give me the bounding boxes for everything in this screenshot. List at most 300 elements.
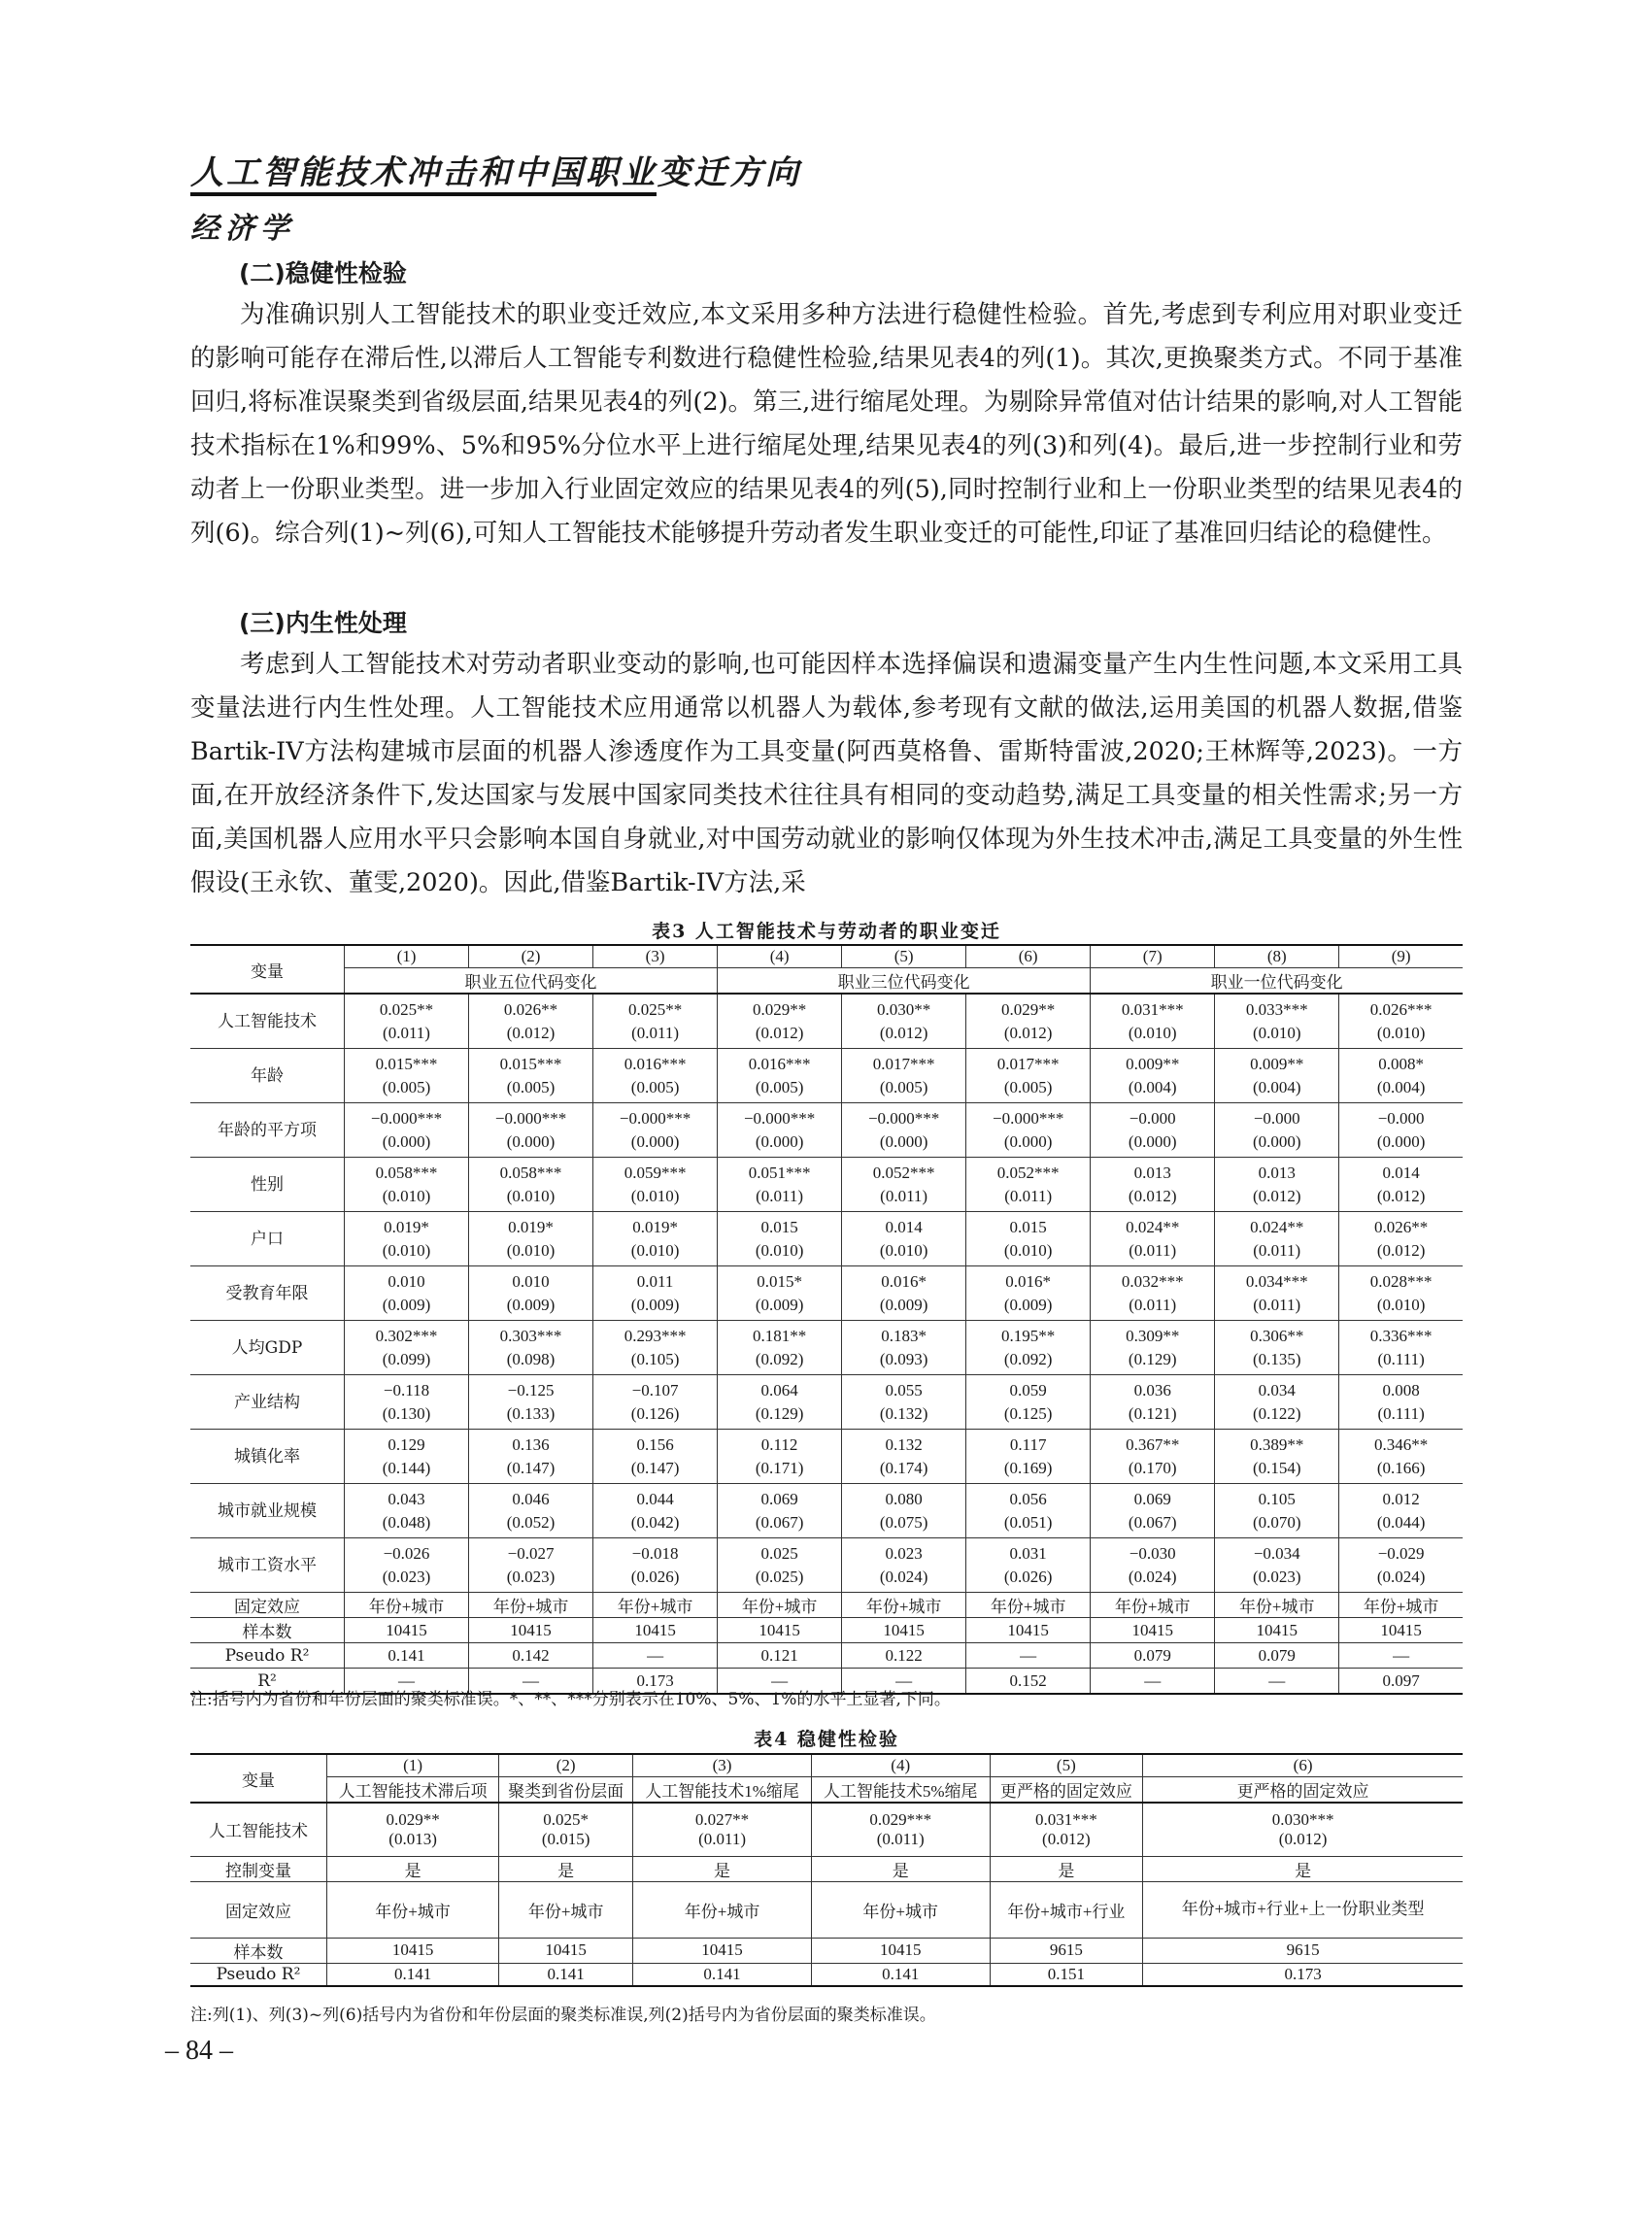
cell-coef: 0.008* <box>1378 1054 1424 1073</box>
table3-row-label: 性别 <box>190 1158 345 1212</box>
table4-cell: 9615 <box>1143 1938 1463 1963</box>
table3-cell <box>1339 1375 1463 1430</box>
cell-se: (0.125) <box>1003 1403 1053 1423</box>
cell-coef: 0.012 <box>1382 1489 1420 1508</box>
table3-cell <box>966 1049 1091 1103</box>
cell-se: (0.005) <box>506 1077 556 1096</box>
cell-se: (0.005) <box>879 1077 928 1096</box>
table3-cell <box>1339 1484 1463 1538</box>
table4-cell: 0.173 <box>1143 1963 1463 1986</box>
table3-cell <box>1339 1266 1463 1321</box>
table3-cell <box>718 994 842 1049</box>
cell-coef: 0.032*** <box>1121 1271 1184 1291</box>
cell-coef: 0.023 <box>885 1543 923 1563</box>
cell-se: (0.000) <box>1376 1131 1426 1151</box>
cell-se: (0.026) <box>1003 1567 1053 1586</box>
cell-se: (0.010) <box>506 1240 556 1260</box>
table3-cell <box>593 1538 718 1593</box>
table3-stat-cell: 10415 <box>842 1618 966 1643</box>
cell-coef: 0.029** <box>386 1809 440 1829</box>
table4-cell <box>1143 1803 1463 1856</box>
table3-header-row <box>190 945 1463 968</box>
table3-cell <box>345 1538 469 1593</box>
table3-stat-cell: 10415 <box>1091 1618 1215 1643</box>
table3-stat-cell: — <box>1091 1669 1215 1695</box>
table3-group-row <box>190 968 1463 995</box>
table3-cell <box>718 1484 842 1538</box>
table3-stat-cell: 0.152 <box>966 1669 1091 1695</box>
table3-row-label: 人均GDP <box>190 1321 345 1375</box>
table3-stat-cell: 年份+城市 <box>1339 1593 1463 1618</box>
table3-cell <box>966 1321 1091 1375</box>
cell-se: (0.000) <box>630 1131 680 1151</box>
table4-col-title: 人工智能技术1%缩尾 <box>633 1777 812 1804</box>
cell-coef: 0.309** <box>1126 1326 1180 1345</box>
cell-coef: 0.034*** <box>1245 1271 1308 1291</box>
cell-coef: 0.183* <box>881 1326 927 1345</box>
running-header-section: 经济学 <box>190 212 295 246</box>
cell-se: (0.000) <box>879 1131 928 1151</box>
table3-row-label: 城市就业规模 <box>190 1484 345 1538</box>
cell-coef: 0.031*** <box>1034 1809 1097 1829</box>
cell-se: (0.011) <box>880 1186 928 1205</box>
cell-se: (0.048) <box>382 1512 431 1532</box>
cell-se: (0.013) <box>388 1829 437 1848</box>
cell-se: (0.011) <box>1004 1186 1053 1205</box>
cell-se: (0.010) <box>879 1240 928 1260</box>
table3-group-header: 职业三位代码变化 <box>718 968 1091 995</box>
table3-stat-cell: 0.122 <box>842 1643 966 1669</box>
table4-cell: 10415 <box>811 1938 990 1963</box>
table3-stat-cell: 10415 <box>469 1618 593 1643</box>
cell-se: (0.144) <box>382 1458 431 1477</box>
table3-row <box>190 1484 1463 1538</box>
table3-stat-cell: 年份+城市 <box>966 1593 1091 1618</box>
cell-coef: 0.389** <box>1250 1434 1304 1454</box>
cell-coef: 0.306** <box>1250 1326 1304 1345</box>
table3-cell <box>345 994 469 1049</box>
table3-cell <box>1339 1049 1463 1103</box>
table3-stat-label: R² <box>190 1669 345 1695</box>
cell-coef: −0.000 <box>1377 1108 1425 1128</box>
page-number: – 84 – <box>165 2036 233 2066</box>
table3-stat-row <box>190 1618 1463 1643</box>
cell-coef: 0.024** <box>1250 1217 1304 1236</box>
table4-row-label: 人工智能技术 <box>190 1803 327 1856</box>
cell-coef: 0.059*** <box>624 1163 687 1182</box>
cell-se: (0.011) <box>756 1186 804 1205</box>
table3-stat-cell: 年份+城市 <box>469 1593 593 1618</box>
table4-cell: 年份+城市 <box>633 1881 812 1938</box>
cell-se: (0.122) <box>1252 1403 1301 1423</box>
table3-cell <box>593 1430 718 1484</box>
table3-cell <box>1215 1375 1339 1430</box>
cell-coef: 0.010 <box>388 1271 425 1291</box>
cell-se: (0.111) <box>1377 1349 1425 1368</box>
cell-coef: −0.107 <box>631 1380 679 1400</box>
cell-coef: 0.069 <box>1133 1489 1171 1508</box>
cell-coef: 0.008 <box>1382 1380 1420 1400</box>
header-rule <box>190 192 657 196</box>
table3-row <box>190 1375 1463 1430</box>
cell-coef: 0.029*** <box>869 1809 932 1829</box>
table3-cell <box>718 1430 842 1484</box>
table4-cell <box>990 1803 1143 1856</box>
table4-cell: 10415 <box>327 1938 499 1963</box>
table4-cell <box>499 1803 633 1856</box>
cell-se: (0.012) <box>1252 1186 1301 1205</box>
table3-stat-row <box>190 1593 1463 1618</box>
table3-row <box>190 1538 1463 1593</box>
table4-n-row <box>190 1938 1463 1963</box>
table3-cell <box>966 1103 1091 1158</box>
cell-se: (0.126) <box>630 1403 680 1423</box>
table3-cell <box>345 1049 469 1103</box>
table4-cell: 是 <box>990 1856 1143 1881</box>
cell-se: (0.092) <box>755 1349 804 1368</box>
cell-se: (0.093) <box>879 1349 928 1368</box>
table3-cell <box>1215 1484 1339 1538</box>
paragraph-endogeneity: 考虑到人工智能技术对劳动者职业变动的影响,也可能因样本选择偏误和遗漏变量产生内生性问题,本文采用工具变量法进行内生性处理。人工智能技术应用通常以机器人为载体,参考现有文献的做法,运用美国的机器人数据,借鉴Bartik-IV方法构建城市层面的机器人渗透度作为工具变量(阿西莫格鲁、雷斯特雷波,2020;王林辉等,2023)。一方面,在开放经济条件下,发达国家与发展中国家同类技术往往具有相同的变动趋势,满足工具变量的相关性需求;另一方面,美国机器人应用水平只会影响本国自身就业,对中国劳动就业的影响仅体现为外生技术冲击,满足工具变量的外生性假设(王永钦、董雯,2020)。因此,借鉴Bartik-IV方法,采 <box>190 650 1463 897</box>
table4-row-label: 固定效应 <box>190 1881 327 1938</box>
table4-col-number: (3) <box>633 1754 812 1777</box>
table3-cell <box>1091 1321 1215 1375</box>
table4-row-label: Pseudo R² <box>190 1963 327 1986</box>
cell-coef: 0.015*** <box>499 1054 562 1073</box>
table3-cell <box>593 1266 718 1321</box>
table4-col-title: 更严格的固定效应 <box>1143 1777 1463 1804</box>
cell-coef: 0.346** <box>1374 1434 1429 1454</box>
table3-cell <box>1339 1212 1463 1266</box>
table3-cell <box>1215 1266 1339 1321</box>
table3-cell <box>966 1538 1091 1593</box>
table3-cell <box>593 1484 718 1538</box>
cell-coef: 0.015*** <box>375 1054 438 1073</box>
cell-se: (0.075) <box>879 1512 928 1532</box>
table3-cell <box>593 1103 718 1158</box>
cell-se: (0.098) <box>506 1349 556 1368</box>
table3-stat-cell: — <box>593 1643 718 1669</box>
table3-stat-cell: 年份+城市 <box>593 1593 718 1618</box>
table3-row-label: 受教育年限 <box>190 1266 345 1321</box>
cell-se: (0.011) <box>1253 1240 1301 1260</box>
table3-cell <box>1339 1158 1463 1212</box>
table3 <box>190 944 1463 1695</box>
cell-se: (0.099) <box>382 1349 431 1368</box>
cell-se: (0.009) <box>1003 1295 1053 1314</box>
table3-cell <box>718 1212 842 1266</box>
table3-cell <box>1091 994 1215 1049</box>
cell-se: (0.010) <box>630 1186 680 1205</box>
table3-row <box>190 994 1463 1049</box>
cell-se: (0.005) <box>382 1077 431 1096</box>
cell-se: (0.005) <box>630 1077 680 1096</box>
cell-se: (0.012) <box>755 1023 804 1042</box>
table3-cell <box>718 1538 842 1593</box>
cell-se: (0.011) <box>876 1829 925 1848</box>
table3-cell <box>469 1430 593 1484</box>
table3-stat-cell: 0.141 <box>345 1643 469 1669</box>
table3-cell <box>1339 1430 1463 1484</box>
cell-coef: 0.302*** <box>375 1326 438 1345</box>
table4-cell: 9615 <box>990 1938 1143 1963</box>
table3-group-header: 职业一位代码变化 <box>1091 968 1463 995</box>
cell-se: (0.135) <box>1252 1349 1301 1368</box>
cell-coef: −0.000*** <box>494 1108 567 1128</box>
cell-se: (0.012) <box>1278 1829 1328 1848</box>
table3-group-header: 职业五位代码变化 <box>345 968 718 995</box>
table3-stat-cell: — <box>966 1643 1091 1669</box>
table4-note: 注:列(1)、列(3)~列(6)括号内为省份和年份层面的聚类标准误,列(2)括号内为省份层面的聚类标准误。 <box>190 2006 936 2025</box>
cell-coef: 0.026*** <box>1369 999 1433 1019</box>
cell-se: (0.000) <box>1003 1131 1053 1151</box>
table3-cell <box>469 1103 593 1158</box>
table3-stat-label: 样本数 <box>190 1618 345 1643</box>
table3-cell <box>718 1158 842 1212</box>
table3-col-number: (9) <box>1339 945 1463 968</box>
cell-se: (0.012) <box>879 1023 928 1042</box>
table3-row-label: 城市工资水平 <box>190 1538 345 1593</box>
table3-cell <box>842 1430 966 1484</box>
table3-cell <box>1091 1049 1215 1103</box>
cell-coef: 0.030** <box>877 999 931 1019</box>
table3-cell <box>718 1049 842 1103</box>
cell-se: (0.012) <box>1376 1186 1426 1205</box>
cell-se: (0.051) <box>1003 1512 1053 1532</box>
table3-cell <box>345 1103 469 1158</box>
cell-se: (0.170) <box>1128 1458 1177 1477</box>
cell-coef: −0.000*** <box>743 1108 816 1128</box>
table3-cell <box>966 1375 1091 1430</box>
cell-coef: −0.030 <box>1129 1543 1176 1563</box>
table3-col-number: (5) <box>842 945 966 968</box>
cell-coef: 0.017*** <box>996 1054 1060 1073</box>
cell-coef: −0.026 <box>383 1543 430 1563</box>
table3-cell <box>1091 1158 1215 1212</box>
cell-coef: 0.024** <box>1126 1217 1180 1236</box>
table4-cell: 10415 <box>633 1938 812 1963</box>
table4-cell: 是 <box>327 1856 499 1881</box>
cell-se: (0.015) <box>541 1829 590 1848</box>
cell-se: (0.171) <box>755 1458 804 1477</box>
table3-row <box>190 1321 1463 1375</box>
table4-cell: 年份+城市+行业+上一份职业类型 <box>1143 1881 1463 1938</box>
table4-col-title: 人工智能技术滞后项 <box>327 1777 499 1804</box>
cell-se: (0.010) <box>755 1240 804 1260</box>
cell-se: (0.025) <box>755 1567 804 1586</box>
cell-coef: −0.029 <box>1377 1543 1425 1563</box>
table3-stat-cell: 年份+城市 <box>842 1593 966 1618</box>
cell-coef: 0.059 <box>1009 1380 1047 1400</box>
cell-coef: 0.016*** <box>748 1054 811 1073</box>
table3-cell <box>469 1049 593 1103</box>
table3-stat-cell: 0.142 <box>469 1643 593 1669</box>
table3-cell <box>842 1212 966 1266</box>
table4 <box>190 1753 1463 1987</box>
table3-var-header: 变量 <box>190 945 345 994</box>
table3-cell <box>966 1158 1091 1212</box>
table3-cell <box>842 994 966 1049</box>
table3-cell <box>593 1158 718 1212</box>
table3-cell <box>966 994 1091 1049</box>
table3-row <box>190 1049 1463 1103</box>
table3-cell <box>469 1538 593 1593</box>
cell-se: (0.011) <box>698 1829 747 1848</box>
table3-cell <box>842 1484 966 1538</box>
cell-coef: 0.181** <box>752 1326 807 1345</box>
table3-cell <box>718 1266 842 1321</box>
table3-col-number: (2) <box>469 945 593 968</box>
table4-control-row <box>190 1856 1463 1881</box>
cell-coef: 0.031 <box>1009 1543 1047 1563</box>
table3-cell <box>1339 994 1463 1049</box>
cell-se: (0.005) <box>755 1077 804 1096</box>
cell-coef: 0.016* <box>1005 1271 1052 1291</box>
table3-cell <box>469 994 593 1049</box>
cell-coef: 0.015 <box>1009 1217 1047 1236</box>
cell-coef: 0.027** <box>694 1809 750 1829</box>
cell-coef: 0.016*** <box>624 1054 687 1073</box>
cell-coef: 0.105 <box>1258 1489 1296 1508</box>
table4-cell: 10415 <box>499 1938 633 1963</box>
running-header-title: 人工智能技术冲击和中国职业变迁方向 <box>190 153 801 192</box>
table4-title-row <box>190 1777 1463 1804</box>
cell-se: (0.129) <box>755 1403 804 1423</box>
cell-coef: 0.044 <box>636 1489 674 1508</box>
cell-se: (0.024) <box>1376 1567 1426 1586</box>
table3-cell <box>718 1103 842 1158</box>
table3-col-number: (6) <box>966 945 1091 968</box>
table3-cell <box>1339 1103 1463 1158</box>
table3-cell <box>1091 1375 1215 1430</box>
cell-coef: 0.014 <box>885 1217 923 1236</box>
table3-cell <box>1215 994 1339 1049</box>
cell-coef: −0.000*** <box>993 1108 1064 1128</box>
table3-cell <box>345 1212 469 1266</box>
cell-se: (0.009) <box>879 1295 928 1314</box>
table3-stat-cell: 10415 <box>966 1618 1091 1643</box>
cell-coef: 0.043 <box>388 1489 425 1508</box>
cell-coef: 0.132 <box>885 1434 923 1454</box>
table4-cell: 是 <box>811 1856 990 1881</box>
table3-stat-cell: 10415 <box>593 1618 718 1643</box>
cell-coef: 0.026** <box>503 999 558 1019</box>
table3-cell <box>345 1321 469 1375</box>
table4-cell: 0.141 <box>499 1963 633 1986</box>
table3-cell <box>842 1266 966 1321</box>
cell-coef: 0.009** <box>1126 1054 1180 1073</box>
cell-coef: −0.000*** <box>370 1108 443 1128</box>
cell-se: (0.004) <box>1252 1077 1301 1096</box>
table3-row-label: 年龄的平方项 <box>190 1103 345 1158</box>
table3-stat-cell: 10415 <box>1339 1618 1463 1643</box>
table3-col-number: (4) <box>718 945 842 968</box>
cell-se: (0.042) <box>630 1512 680 1532</box>
cell-coef: 0.052*** <box>996 1163 1060 1182</box>
cell-coef: 0.016* <box>881 1271 927 1291</box>
table3-cell <box>842 1158 966 1212</box>
cell-se: (0.024) <box>879 1567 928 1586</box>
table3-cell <box>345 1430 469 1484</box>
paragraph-robustness: 为准确识别人工智能技术的职业变迁效应,本文采用多种方法进行稳健性检验。首先,考虑到专利应用对职业变迁的影响可能存在滞后性,以滞后人工智能专利数进行稳健性检验,结果见表4的列(1)。其次,更换聚类方式。不同于基准回归,将标准误聚类到省级层面,结果见表4的列(2)。第三,进行缩尾处理。为剔除异常值对估计结果的影响,对人工智能技术指标在1%和99%、5%和95%分位水平上进行缩尾处理,结果见表4的列(3)和列(4)。最后,进一步控制行业和劳动者上一份职业类型。进一步加入行业固定效应的结果见表4的列(5),同时控制行业和上一份职业类型的结果见表4的列(6)。综合列(1)~列(6),可知人工智能技术能够提升劳动者发生职业变迁的可能性,印证了基准回归结论的稳健性。 <box>190 300 1463 548</box>
cell-coef: 0.011 <box>636 1271 674 1291</box>
cell-se: (0.011) <box>631 1023 680 1042</box>
table3-stat-cell: 10415 <box>1215 1618 1339 1643</box>
table3-cell <box>1215 1158 1339 1212</box>
table3-row <box>190 1266 1463 1321</box>
table3-cell <box>1215 1321 1339 1375</box>
table4-cell <box>633 1803 812 1856</box>
cell-se: (0.023) <box>1252 1567 1301 1586</box>
cell-coef: 0.025 <box>760 1543 798 1563</box>
table3-cell <box>966 1484 1091 1538</box>
table3-col-number: (3) <box>593 945 718 968</box>
cell-coef: −0.018 <box>631 1543 679 1563</box>
table4-cell: 年份+城市 <box>499 1881 633 1938</box>
cell-se: (0.105) <box>630 1349 680 1368</box>
cell-se: (0.000) <box>382 1131 431 1151</box>
cell-coef: 0.293*** <box>624 1326 687 1345</box>
table3-cell <box>1091 1212 1215 1266</box>
cell-coef: 0.112 <box>760 1434 798 1454</box>
table4-cell: 0.141 <box>327 1963 499 1986</box>
cell-se: (0.009) <box>506 1295 556 1314</box>
table3-stat-label: Pseudo R² <box>190 1643 345 1669</box>
table3-stat-cell: 年份+城市 <box>1091 1593 1215 1618</box>
cell-se: (0.000) <box>1128 1131 1177 1151</box>
table3-stat-cell: 年份+城市 <box>345 1593 469 1618</box>
table3-cell <box>593 1321 718 1375</box>
table4-cell: 0.151 <box>990 1963 1143 1986</box>
cell-coef: 0.336*** <box>1369 1326 1433 1345</box>
table3-cell <box>1215 1103 1339 1158</box>
table3-cell <box>593 994 718 1049</box>
table3-cell <box>1215 1212 1339 1266</box>
table3-cell <box>593 1049 718 1103</box>
cell-coef: 0.029** <box>752 999 807 1019</box>
cell-coef: 0.010 <box>512 1271 550 1291</box>
cell-se: (0.011) <box>1129 1295 1177 1314</box>
table3-stat-label: 固定效应 <box>190 1593 345 1618</box>
cell-se: (0.166) <box>1376 1458 1426 1477</box>
cell-coef: 0.303*** <box>499 1326 562 1345</box>
cell-coef: 0.031*** <box>1121 999 1184 1019</box>
cell-se: (0.004) <box>1376 1077 1426 1096</box>
cell-se: (0.010) <box>1376 1295 1426 1314</box>
table3-stat-cell: — <box>718 1669 842 1695</box>
cell-se: (0.052) <box>506 1512 556 1532</box>
cell-coef: 0.014 <box>1382 1163 1420 1182</box>
cell-se: (0.009) <box>755 1295 804 1314</box>
cell-se: (0.174) <box>879 1458 928 1477</box>
cell-coef: 0.195** <box>1001 1326 1056 1345</box>
table3-cell <box>842 1538 966 1593</box>
table3-col-number: (7) <box>1091 945 1215 968</box>
cell-coef: 0.013 <box>1133 1163 1171 1182</box>
table3-cell <box>1091 1538 1215 1593</box>
table3-stat-cell: 年份+城市 <box>1215 1593 1339 1618</box>
table3-row <box>190 1212 1463 1266</box>
table3-cell <box>345 1484 469 1538</box>
cell-se: (0.012) <box>506 1023 556 1042</box>
table4-col-number: (2) <box>499 1754 633 1777</box>
table3-col-number: (8) <box>1215 945 1339 968</box>
cell-coef: 0.056 <box>1009 1489 1047 1508</box>
table4-col-title: 更严格的固定效应 <box>990 1777 1143 1804</box>
cell-coef: 0.034 <box>1258 1380 1296 1400</box>
cell-se: (0.121) <box>1128 1403 1177 1423</box>
cell-coef: 0.080 <box>885 1489 923 1508</box>
